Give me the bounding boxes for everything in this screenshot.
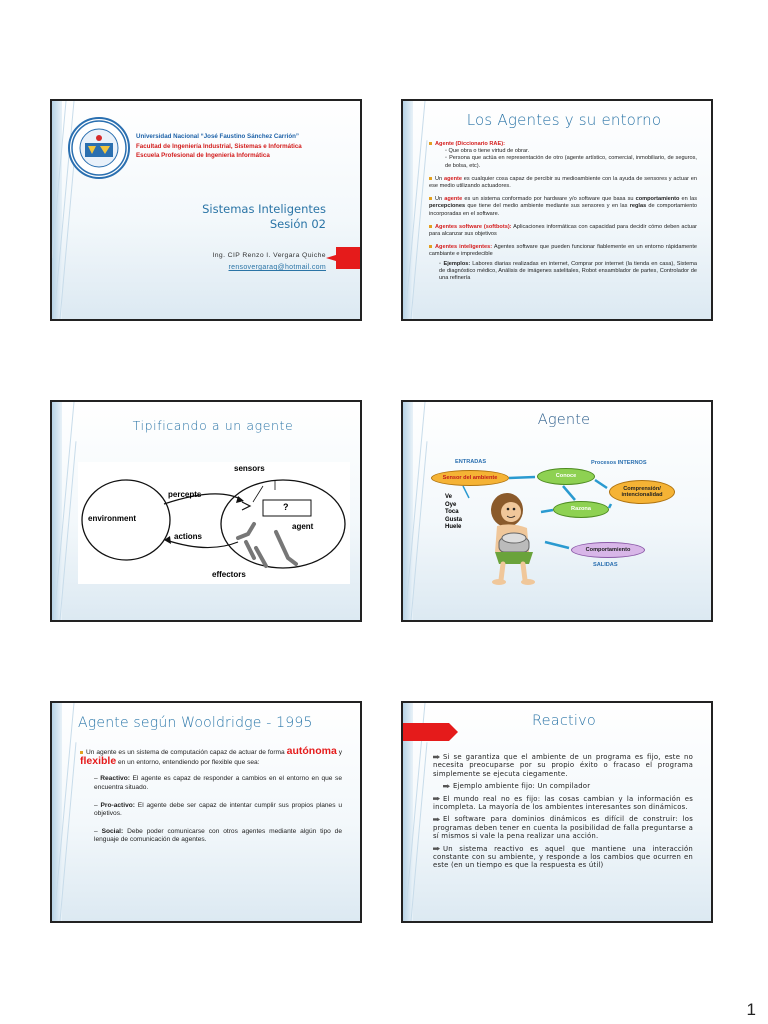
label-procesos: Procesos INTERNOS [591,460,647,466]
label-actions: actions [174,532,203,541]
slide-title: Tipificando a un agente [132,418,294,433]
node-comprension: Comprensión/ intencionalidad [609,480,675,504]
slide-title: Agente [537,412,591,428]
slide-body: Un agente es un sistema de computación capaz de actuar de forma autónoma y flexible en un entorno, entendiendo por flexible que sea: – Reactivo: El agente es capaz de responder a cambios en el entorno en que se encuentra situado. – Pro-activo: El agente debe ser capaz de intentar cumplir sus propios planes u objetivos. – Social: Debe poder comunicarse con otros agentes mediante algún tipo de lenguaje de comunicación de agentes. [80,745,343,844]
school-name: Escuela Profesional de Ingeniería Informática [136,152,270,159]
slide-decoration [52,703,78,921]
label-salidas: SALIDAS [593,562,618,568]
slide-title: Agente según Wooldridge - 1995 [78,715,313,731]
author: Ing. CIP Renzo I. Vergara Quiche [212,252,326,259]
sense-toca: Toca [445,509,459,516]
sense-gusta: Gusta [445,516,463,523]
slide-title: Reactivo [532,713,596,729]
sense-ve: Ve [445,494,453,500]
slide-body: Si se garantiza que el ambiente de un programa es fijo, este no necesita preocuparse por su propio éxito o fracaso el programa simplemente se ejecuta ciegamente. Ejemplo ambiente fijo: Un compilador El mundo real no es fijo: las cosas cambian y la información es incompleta. La mayoría de los ambientes interesantes son dinámicos. El software para dominios dinámicos es difícil de construir: los programas deben tener en cuenta la posibilidad de falla preguntarse a sí mismos si vale la pena realizar una acción. Un sistema reactivo es aquel que mantiene una interacción constante con su ambiente, y responde a los cambios que ocurren en este (en un tiempo es que la respuesta es útil) [433,753,693,870]
node-comportamiento: Comportamiento [571,542,645,558]
label-question: ? [283,502,289,512]
slide-decoration [403,101,429,319]
author-email-link[interactable]: rensovergaraq@hotmail.com [228,264,326,271]
session-label: Sesión 02 [269,217,326,231]
agent-diagram [78,462,350,584]
senses-list [445,494,462,532]
sense-oye: Oye [445,501,457,508]
sense-huele: Huele [445,524,462,531]
node-conoce: Conoce [537,468,595,485]
label-sensors: sensors [234,464,265,473]
university-logo-icon [68,117,130,179]
red-arrow-body [336,247,362,269]
slide-body: Agente (Diccionario RAE): ◦ Que obra o tiene virtud de obrar. ◦ Persona que actúa en representación de otro (agente artístico, comercial, inmobiliario, de seguros, de bolsa, etc). Un agente es cualquier cosa capaz de percibir su medioambiente con la ayuda de sensores y actuar en ese medio utilizando actuadores. Un agente es un sistema conformado por hardware y/o software que basa su comportamiento en las percepciones que tiene del medio ambiente mediante sus sensores y en las reglas de comportamiento incorporadas en el software. Agentes software (softbots): Aplicaciones informáticas con capacidad para decidir cómo deben actuar para alcanzar sus objetivos Agentes inteligentes: Agentes software que pueden funcionar fiablemente en un entorno rápidamente cambiante e impredecible ◦ Ejemplos: Labores diarias realizadas en internet, Comprar por internet (la tienda en casa), Sistema de diagnóstico médico, Análisis de imágenes satelitales, Robot ensamblador de partes, Controlador de una refinería [429,141,697,282]
caveman-icon [491,493,535,585]
node-sensor-ambiente: Sensor del ambiente [431,470,509,486]
label-entradas: ENTRADAS [455,459,487,465]
label-effectors: effectors [212,570,246,579]
slide-tipificando-agente [50,400,362,622]
course-title [202,202,326,232]
slide-wooldridge [50,701,362,923]
page-number: 1 [746,1000,756,1019]
faculty-name: Facultad de Ingeniería Industrial, Sistemas e Informática [136,143,302,150]
course-name: Sistemas Inteligentes [202,202,326,216]
slide-reactivo [401,701,713,923]
label-percepts: percepts [168,490,202,499]
slide-agentes-entorno [401,99,713,321]
label-environment: environment [88,514,137,523]
slide-agente [401,400,713,622]
label-agent: agent [292,522,314,531]
university-name: Universidad Nacional “José Faustino Sánchez Carrión” [136,133,299,140]
slide-title: Los Agentes y su entorno [466,111,662,129]
slide-decoration [52,402,78,620]
slide-title [50,99,362,321]
node-razona: Razona [553,501,609,518]
